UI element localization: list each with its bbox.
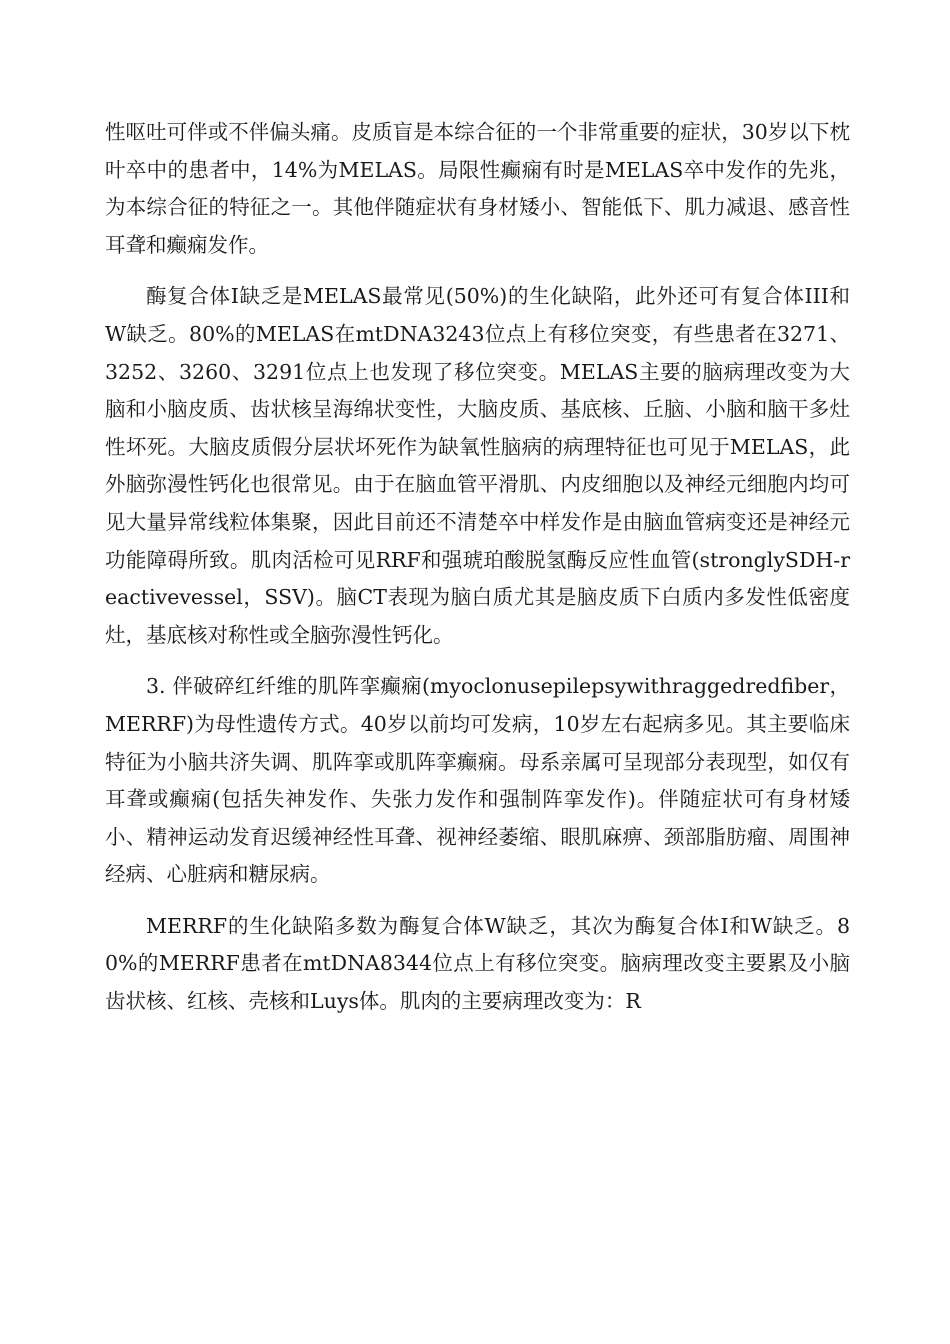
paragraph-merrf-clinical: 3. 伴破碎红纤维的肌阵挛癫痫(myoclonusepilepsywithraggedredfiber，MERRF)为母性遗传方式。40岁以前均可发病，10岁左右起病多见。其主要临床特征为小脑共济失调、肌阵挛或肌阵挛癫痫。母系亲属可呈现部分表现型，如仅有耳聋或癫痫(包括失神发作、失张力发作和强制阵挛发作)。伴随症状可有身材矮小、精神运动发育迟缓神经性耳聋、视神经萎缩、眼肌麻痹、颈部脂肪瘤、周围神经病、心脏病和糖尿病。 bbox=[105, 674, 850, 887]
paragraph-melas-symptoms: 性呕吐可伴或不伴偏头痛。皮质盲是本综合征的一个非常重要的症状，30岁以下枕叶卒中的患者中，14%为MELAS。局限性癫痫有时是MELAS卒中发作的先兆，为本综合征的特征之一。其他伴随症状有身材矮小、智能低下、肌力减退、感音性耳聋和癫痫发作。 bbox=[105, 120, 850, 257]
document-page bbox=[105, 114, 850, 1035]
paragraph-merrf-biochemistry: MERRF的生化缺陷多数为酶复合体W缺乏，其次为酶复合体I和W缺乏。80%的MERRF患者在mtDNA8344位点上有移位突变。脑病理改变主要累及小脑齿状核、红核、壳核和Luys体。肌肉的主要病理改变为：R bbox=[105, 913, 850, 1014]
paragraph-melas-biochemistry: 酶复合体I缺乏是MELAS最常见(50%)的生化缺陷，此外还可有复合体III和W缺乏。80%的MELAS在mtDNA3243位点上有移位突变，有些患者在3271、3252、3260、3291位点上也发现了移位突变。MELAS主要的脑病理改变为大脑和小脑皮质、齿状核呈海绵状变性，大脑皮质、基底核、丘脑、小脑和脑干多灶性坏死。大脑皮质假分层状坏死作为缺氧性脑病的病理特征也可见于MELAS，此外脑弥漫性钙化也很常见。由于在脑血管平滑肌、内皮细胞以及神经元细胞内均可见大量异常线粒体集聚，因此目前还不清楚卒中样发作是由脑血管病变还是神经元功能障碍所致。肌肉活检可见RRF和强琥珀酸脱氢酶反应性血管(stronglySDH-reactivevessel，SSV)。脑CT表现为脑白质尤其是脑皮质下白质内多发性低密度灶，基底核对称性或全脑弥漫性钙化。 bbox=[105, 284, 850, 647]
